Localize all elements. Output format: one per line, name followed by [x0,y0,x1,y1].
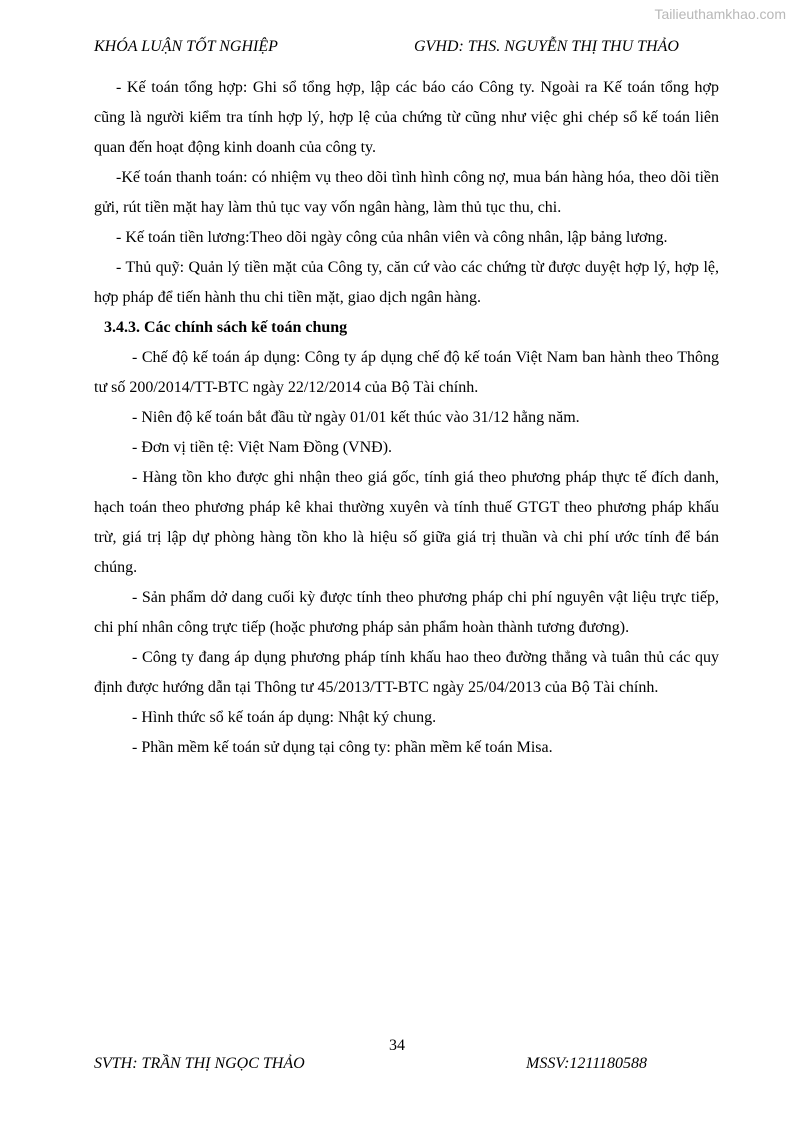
paragraph-accounting-software: - Phần mềm kế toán sử dụng tại công ty: phần mềm kế toán Misa. [132,739,553,756]
page-body [94,73,719,763]
paragraph-cashier: - Thủ quỹ: Quản lý tiền mặt của Công ty, căn cứ vào các chứng từ được duyệt hợp lý, hợp lệ, hợp pháp để tiến hành thu chi tiền mặt, giao dịch ngân hàng. [94,259,719,306]
paragraph-work-in-progress: - Sản phẩm dở dang cuối kỳ được tính theo phương pháp chi phí nguyên vật liệu trực tiếp, chi phí nhân công trực tiếp (hoặc phương pháp sản phẩm hoàn thành tương đương). [94,589,719,636]
footer-student-id: MSSV:1211180588 [526,1055,648,1072]
header-supervisor: GVHD: THS. NGUYỄN THỊ THU THẢO [414,38,679,55]
paragraph-payroll-accountant: - Kế toán tiền lương:Theo dõi ngày công của nhân viên và công nhân, lập bảng lương. [116,229,668,246]
paragraph-depreciation: - Công ty đang áp dụng phương pháp tính khấu hao theo đường thẳng và tuân thủ các quy định được hướng dẫn tại Thông tư 45/2013/TT-BTC ngày 25/04/2013 của Bộ Tài chính. [94,649,719,696]
section-heading: 3.4.3. Các chính sách kế toán chung [104,319,348,336]
footer-student-name: SVTH: TRẦN THỊ NGỌC THẢO [94,1055,305,1072]
paragraph-inventory: - Hàng tồn kho được ghi nhận theo giá gốc, tính giá theo phương pháp thực tế đích danh, hạch toán theo phương pháp kê khai thường xuyên và tính thuế GTGT theo phương pháp khấu trừ, giá trị lập dự phòng hàng tồn kho là hiệu số giữa giá trị thuần và chi phí ước tính để bán chúng. [94,469,719,576]
header-thesis-title: KHÓA LUẬN TỐT NGHIỆP [94,38,278,55]
page-number: 34 [389,1037,405,1054]
paragraph-bookkeeping-form: - Hình thức sổ kế toán áp dụng: Nhật ký chung. [132,709,437,726]
watermark-text: Tailieuthamkhao.com [654,6,786,22]
paragraph-fiscal-year: - Niên độ kế toán bắt đầu từ ngày 01/01 kết thúc vào 31/12 hằng năm. [132,409,580,426]
paragraph-general-accountant: - Kế toán tổng hợp: Ghi sổ tổng hợp, lập các báo cáo Công ty. Ngoài ra Kế toán tổng hợp cũng là người kiểm tra tính hợp lý, hợp lệ của chứng từ cũng như việc ghi chép sổ kế toán liên quan đến hoạt động kinh doanh của công ty. [94,79,719,156]
paragraph-accounting-regime: - Chế độ kế toán áp dụng: Công ty áp dụng chế độ kế toán Việt Nam ban hành theo Thông tư số 200/2014/TT-BTC ngày 22/12/2014 của Bộ Tài chính. [94,349,719,396]
paragraph-payment-accountant: -Kế toán thanh toán: có nhiệm vụ theo dõi tình hình công nợ, mua bán hàng hóa, theo dõi tiền gửi, rút tiền mặt hay làm thủ tục vay vốn ngân hàng, làm thủ tục thu, chi. [94,169,719,216]
paragraph-currency: - Đơn vị tiền tệ: Việt Nam Đồng (VNĐ). [132,439,393,456]
